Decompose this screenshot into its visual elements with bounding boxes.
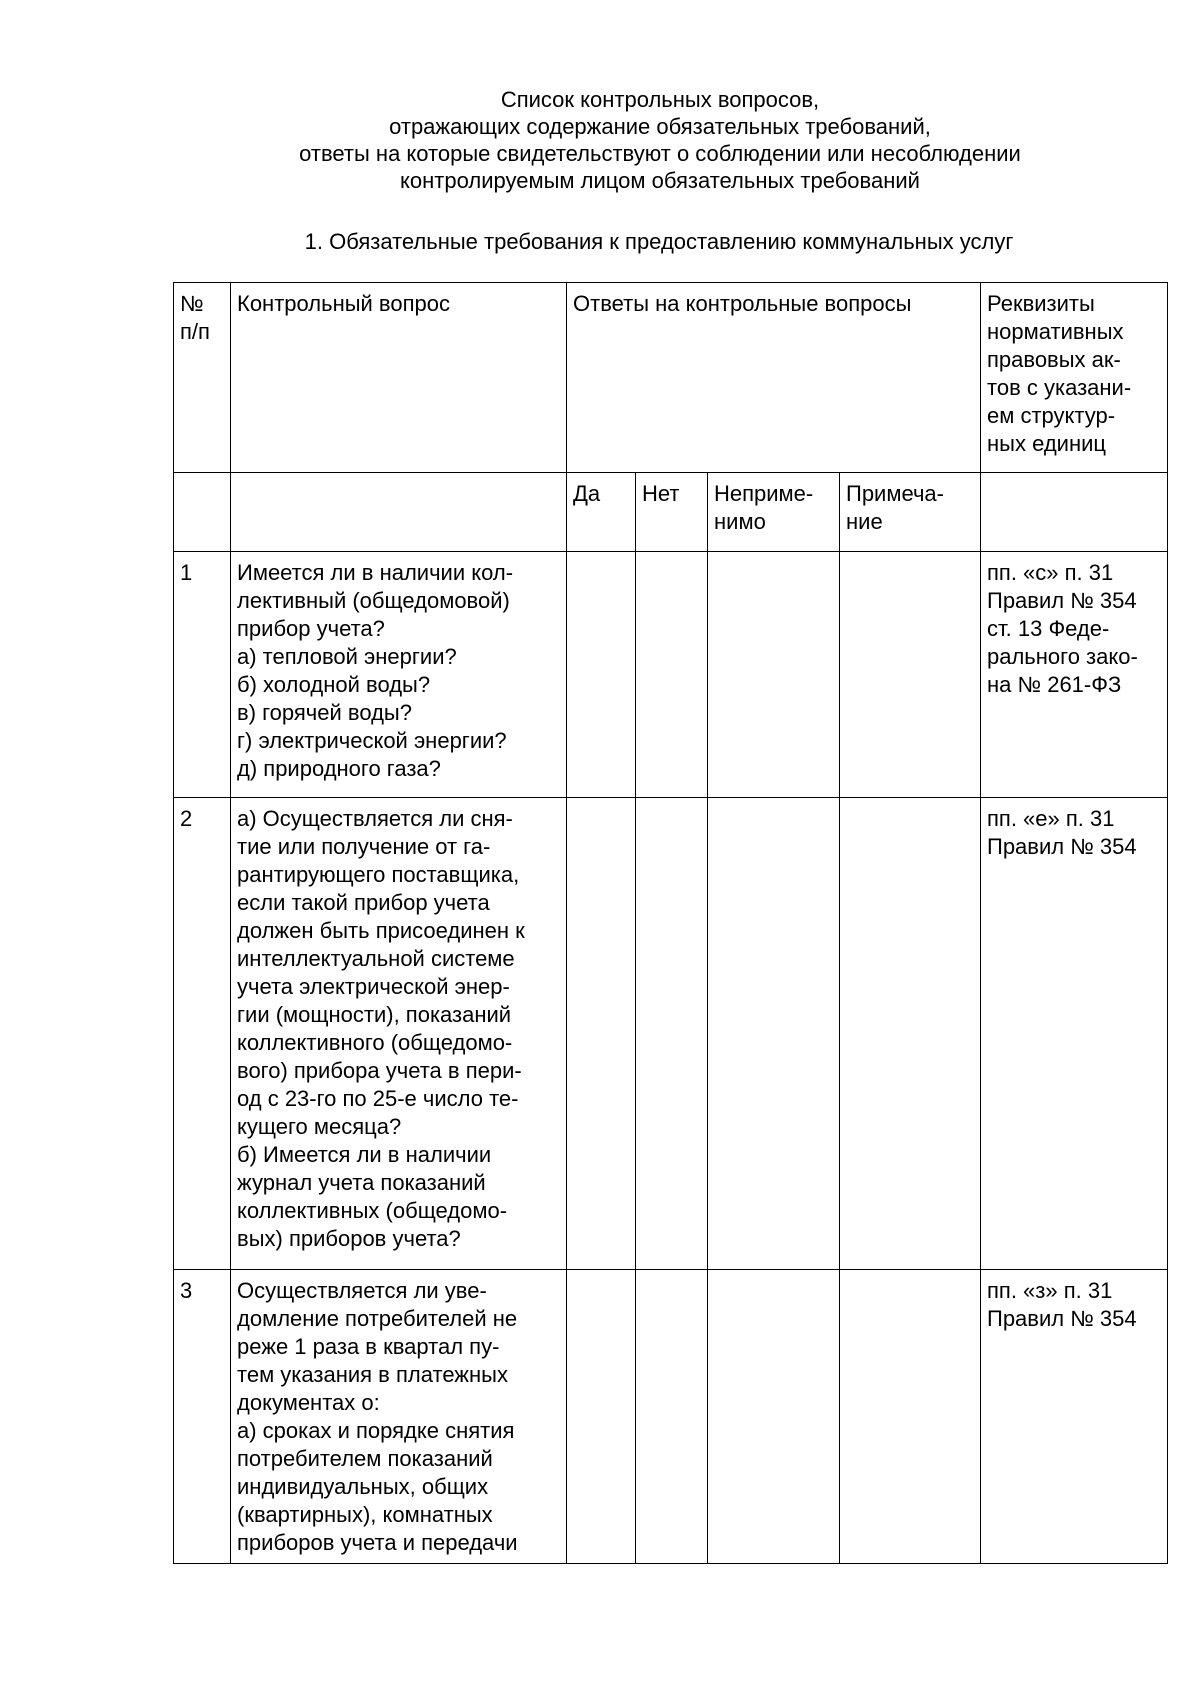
row-requisites: пп. «з» п. 31 Правил № 354 — [981, 1270, 1168, 1564]
header-requisites: Реквизиты нормативных правовых ак- тов с указани- ем структур- ных единиц — [981, 283, 1168, 473]
answer-yes-cell[interactable] — [567, 798, 636, 1270]
subheader-no: Нет — [636, 473, 708, 552]
row-requisites: пп. «с» п. 31 Правил № 354 ст. 13 Феде- рального зако- на № 261-ФЗ — [981, 552, 1168, 798]
header-question: Контрольный вопрос — [231, 283, 567, 473]
section-heading: 1. Обязательные требования к предоставлению коммунальных услуг — [304, 229, 1014, 254]
subheader-empty-question — [231, 473, 567, 552]
subheader-empty-requisites — [981, 473, 1168, 552]
title-line-4: контролируемым лицом обязательных требований — [400, 168, 920, 193]
checklist-table — [173, 282, 1168, 1564]
answer-yes-cell[interactable] — [567, 1270, 636, 1564]
answer-note-cell[interactable] — [840, 1270, 981, 1564]
row-num: 1 — [174, 552, 231, 798]
title-line-2: отражающих содержание обязательных требований, — [389, 114, 931, 139]
row-question: Имеется ли в наличии кол- лективный (общедомовой) прибор учета? а) тепловой энергии? б) холодной воды? в) горячей воды? г) электрической энергии? д) природного газа? — [231, 552, 567, 798]
row-question: а) Осуществляется ли сня- тие или получение от га- рантирующего поставщика, если такой прибор учета должен быть присоединен к интеллектуальной системе учета электрической энер- гии (мощности), показаний коллективного (общедомо- вого) прибора учета в пери- од с 23-го по 25-е число те- кущего месяца? б) Имеется ли в наличии журнал учета показаний коллективных (общедомо- вых) приборов учета? — [231, 798, 567, 1270]
title-line-1: Список контрольных вопросов, — [500, 87, 820, 112]
answer-no-cell[interactable] — [636, 552, 708, 798]
answer-na-cell[interactable] — [708, 798, 840, 1270]
answer-na-cell[interactable] — [708, 552, 840, 798]
table-row — [174, 552, 1168, 798]
answer-na-cell[interactable] — [708, 1270, 840, 1564]
row-question: Осуществляется ли уве- домление потребителей не реже 1 раза в квартал пу- тем указания в платежных документах о: а) сроках и порядке снятия потребителем показаний индивидуальных, общих (квартирных), комнатных приборов учета и передачи — [231, 1270, 567, 1564]
title-line-3: ответы на которые свидетельствуют о соблюдении или несоблюдении — [299, 141, 1021, 166]
subheader-yes: Да — [567, 473, 636, 552]
answer-note-cell[interactable] — [840, 798, 981, 1270]
subheader-note: Примеча- ние — [840, 473, 981, 552]
answer-yes-cell[interactable] — [567, 552, 636, 798]
answer-note-cell[interactable] — [840, 552, 981, 798]
table-row — [174, 1270, 1168, 1564]
subheader-na: Неприме- нимо — [708, 473, 840, 552]
table-row — [174, 798, 1168, 1270]
subheader-row — [174, 473, 1168, 552]
subheader-empty-num — [174, 473, 231, 552]
row-requisites: пп. «е» п. 31 Правил № 354 — [981, 798, 1168, 1270]
row-num: 2 — [174, 798, 231, 1270]
row-num: 3 — [174, 1270, 231, 1564]
header-answers: Ответы на контрольные вопросы — [567, 283, 981, 473]
answer-no-cell[interactable] — [636, 1270, 708, 1564]
header-row — [174, 283, 1168, 473]
document-title — [0, 86, 1200, 194]
answer-no-cell[interactable] — [636, 798, 708, 1270]
header-num: № п/п — [174, 283, 231, 473]
